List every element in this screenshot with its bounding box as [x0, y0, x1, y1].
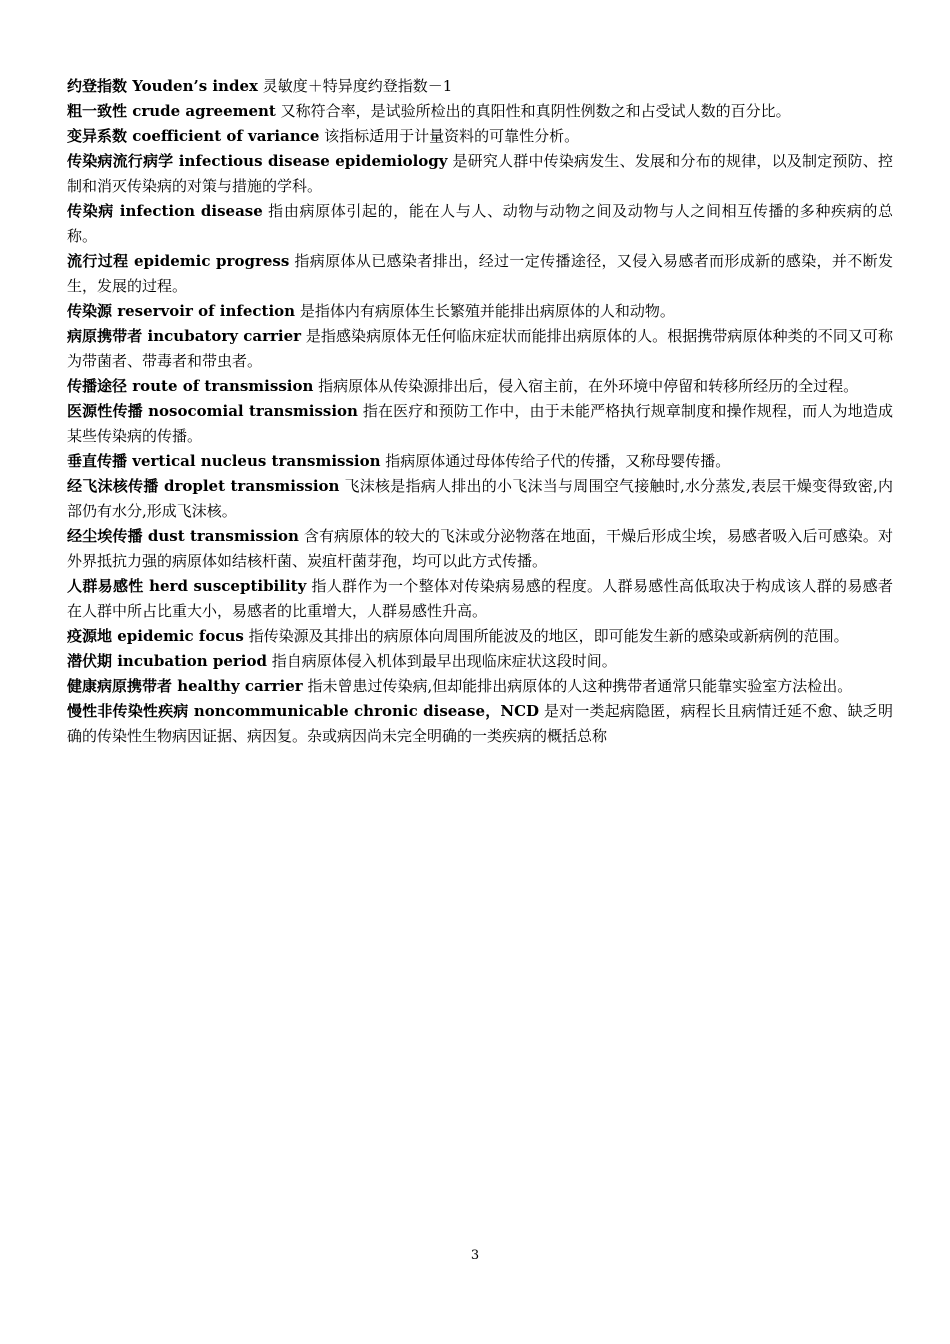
definition: 含有病原体的较大的飞沫或分泌物落在地面，干燥后形成尘埃，易感者吸入后可感染。对外界抵抗力强的病原体如结核杆菌、炭疽杆菌芽孢，均可以此方式传播。	[67, 527, 893, 570]
page-number: 3	[470, 1248, 480, 1263]
term: 经尘埃传播 dust transmission	[67, 527, 299, 545]
term: 人群易感性 herd susceptibility	[67, 577, 307, 595]
term: 健康病原携带者 healthy carrier	[67, 677, 303, 695]
glossary-entry-infection-disease	[67, 199, 893, 249]
definition: 是研究人群中传染病发生、发展和分布的规律，以及制定预防、控制和消灭传染病的对策与措施的学科。	[67, 152, 893, 195]
glossary-entry-epidemic-progress	[67, 249, 893, 299]
definition: 指自病原体侵入机体到最早出现临床症状这段时间。	[266, 652, 617, 670]
term: 经飞沫核传播 droplet transmission	[67, 477, 340, 495]
term: 传染源 reservoir of infection	[67, 302, 296, 320]
definition: 灵敏度＋特异度约登指数－1	[257, 77, 453, 95]
term: 垂直传播 vertical nucleus transmission	[67, 452, 381, 470]
term: 约登指数 Youden’s index	[67, 77, 258, 95]
definition: 是对一类起病隐匿，病程长且病情迁延不愈、缺乏明确的传染性生物病因证据、病因复。杂或病因尚未完全明确的一类疾病的概括总称	[67, 702, 893, 745]
definition: 指病原体从传染源排出后，侵入宿主前，在外环境中停留和转移所经历的全过程。	[313, 377, 859, 395]
glossary-entry-vertical-transmission	[67, 449, 893, 474]
term: 病原携带者 incubatory carrier	[67, 327, 302, 345]
glossary-entry-herd-susceptibility	[67, 574, 893, 624]
glossary-entry-nosocomial-transmission	[67, 399, 893, 449]
term: 医源性传播 nosocomial transmission	[67, 402, 358, 420]
glossary-entry-ncd	[67, 699, 893, 749]
glossary-entry-crude-agreement	[67, 99, 893, 124]
glossary-entry-dust-transmission	[67, 524, 893, 574]
term: 粗一致性 crude agreement	[67, 102, 276, 120]
term: 传播途径 route of transmission	[67, 377, 314, 395]
glossary-entry-infectious-disease-epidemiology	[67, 149, 893, 199]
definition: 指由病原体引起的，能在人与人、动物与动物之间及动物与人之间相互传播的多种疾病的总称。	[67, 202, 893, 245]
definition: 是指感染病原体无任何临床症状而能排出病原体的人。根据携带病原体种类的不同又可称为带菌者、带毒者和带虫者。	[67, 327, 893, 370]
glossary-entry-healthy-carrier	[67, 674, 893, 699]
glossary-entry-youden-index	[67, 74, 893, 99]
glossary-entry-coefficient-of-variance	[67, 124, 893, 149]
glossary-entry-droplet-transmission	[67, 474, 893, 524]
definition: 飞沫核是指病人排出的小飞沫当与周围空气接触时,水分蒸发,表层干燥变得致密,内部仍有水分,形成飞沫核。	[67, 477, 893, 520]
definition: 指传染源及其排出的病原体向周围所能波及的地区，即可能发生新的感染或新病例的范围。	[243, 627, 849, 645]
definition: 是指体内有病原体生长繁殖并能排出病原体的人和动物。	[295, 302, 675, 320]
definition: 指病原体从已感染者排出，经过一定传播途径，又侵入易感者而形成新的感染，并不断发生，发展的过程。	[67, 252, 893, 295]
glossary-entry-incubation-period	[67, 649, 893, 674]
term: 慢性非传染性疾病 noncommunicable chronic disease，NCD	[67, 702, 540, 720]
term: 变异系数 coefficient of variance	[67, 127, 320, 145]
glossary-entry-incubatory-carrier	[67, 324, 893, 374]
term: 流行过程 epidemic progress	[67, 252, 290, 270]
glossary-entry-route-of-transmission	[67, 374, 893, 399]
definition: 指人群作为一个整体对传染病易感的程度。人群易感性高低取决于构成该人群的易感者在人群中所占比重大小，易感者的比重增大，人群易感性升高。	[67, 577, 893, 620]
definition: 指未曾患过传染病,但却能排出病原体的人这种携带者通常只能靠实验室方法检出。	[302, 677, 853, 695]
term: 传染病 infection disease	[67, 202, 263, 220]
glossary-entry-epidemic-focus	[67, 624, 893, 649]
definition: 指在医疗和预防工作中，由于未能严格执行规章制度和操作规程，而人为地造成某些传染病的传播。	[67, 402, 893, 445]
definition: 该指标适用于计量资料的可靠性分析。	[319, 127, 580, 145]
glossary-entry-reservoir-of-infection	[67, 299, 893, 324]
definition: 又称符合率，是试验所检出的真阳性和真阴性例数之和占受试人数的百分比。	[275, 102, 791, 120]
definition: 指病原体通过母体传给子代的传播，又称母婴传播。	[380, 452, 731, 470]
term: 传染病流行病学 infectious disease epidemiology	[67, 152, 448, 170]
term: 疫源地 epidemic focus	[67, 627, 244, 645]
term: 潜伏期 incubation period	[67, 652, 267, 670]
document-body	[67, 74, 893, 749]
